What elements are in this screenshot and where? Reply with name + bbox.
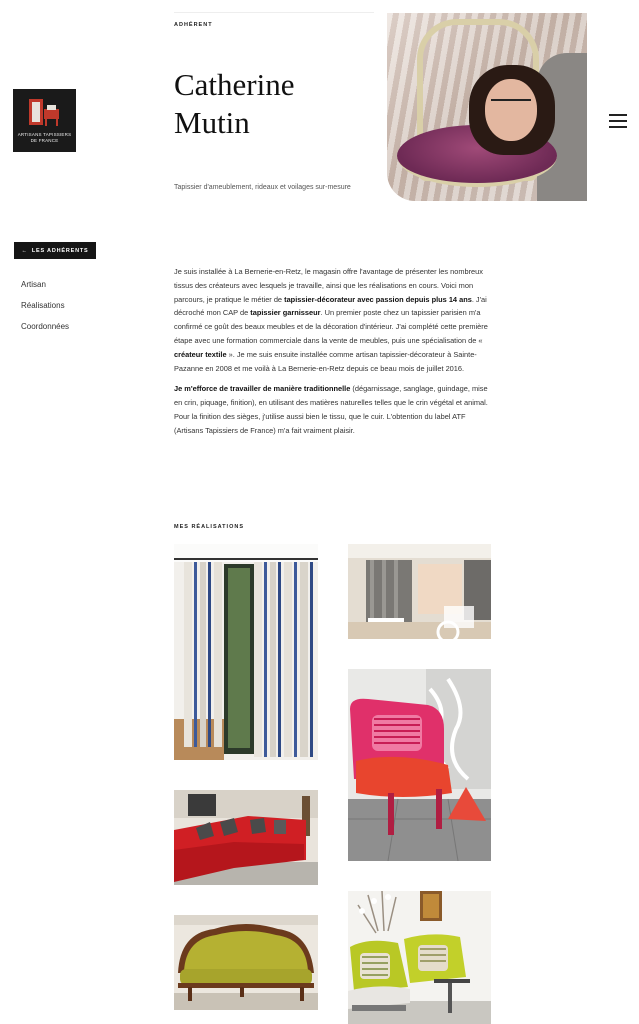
bio-paragraph-2: Je m'efforce de travailler de manière traditionnelle (dégarnissage, sanglage, guindage, mise en crin, piquage, finition), en utilisant des matières naturelles telles que le crin végétal et animal. Pour la finition des sièges, j'utilise aussi bien le tissu, que le cuir. L'obtention du label ATF (Artisans Tapissiers de France) m'a fait vraiment plaisir.	[174, 384, 488, 435]
back-to-members-button[interactable]	[14, 242, 96, 259]
arrow-left-icon: ←	[21, 247, 28, 254]
logo-text: ARTISANS TAPISSIERS DE FRANCE	[17, 132, 72, 143]
site-logo[interactable]	[13, 89, 76, 152]
gallery-image-restaurant[interactable]	[348, 544, 491, 639]
side-nav-item-coordonnees[interactable]: Coordonnées	[21, 322, 70, 331]
gallery-image-green-sofa[interactable]	[174, 915, 318, 1010]
title-first-name: Catherine	[174, 67, 295, 102]
top-divider	[174, 12, 374, 13]
page-eyebrow: ADHÉRENT	[174, 22, 213, 28]
hamburger-icon[interactable]	[609, 114, 627, 128]
bio-text	[174, 265, 492, 445]
portrait-photo	[387, 13, 587, 201]
side-nav-item-artisan[interactable]: Artisan	[21, 280, 46, 289]
title-last-name: Mutin	[174, 105, 250, 140]
back-button-label: LES ADHÉRENTS	[31, 247, 89, 254]
gallery-image-curtains[interactable]	[174, 544, 318, 760]
page-subtitle: Tapissier d'ameublement, rideaux et voilages sur-mesure	[174, 184, 351, 191]
logo-icon	[27, 97, 61, 129]
gallery-image-lounge-chairs[interactable]	[348, 891, 491, 1024]
side-nav-item-realisations[interactable]: Réalisations	[21, 301, 65, 310]
gallery-image-red-armchair[interactable]	[348, 669, 491, 861]
side-nav	[21, 279, 69, 342]
bio-paragraph-1: Je suis installée à La Bernerie-en-Retz, le magasin offre l'avantage de présenter les nombreux tissus des créateurs avec lesquels je travaille, ainsi que les réalisations en cours. Voici mon parcours, je pratique le métier de tapissier-décorateur avec passion depuis plus 14 ans. J'ai décroché mon CAP de tapissier garnisseur. Un premier poste chez un tapissier parisien m'a confirmé ce goût des beaux meubles et de la décoration d'intérieur. J'ai complété cette première étape avec une formation commerciale dans la vente de meubles, puis une spécialisation de « créateur textile ». Je me suis ensuite installée comme artisan tapissier-décorateur à Sainte-Pazanne en 2008 et me voilà à La Bernerie-en-Retz depuis ce beau mois de juillet 2016.	[174, 267, 488, 373]
gallery-title: MES RÉALISATIONS	[174, 524, 244, 530]
page-title	[174, 66, 374, 142]
gallery-image-red-sofa[interactable]	[174, 790, 318, 885]
